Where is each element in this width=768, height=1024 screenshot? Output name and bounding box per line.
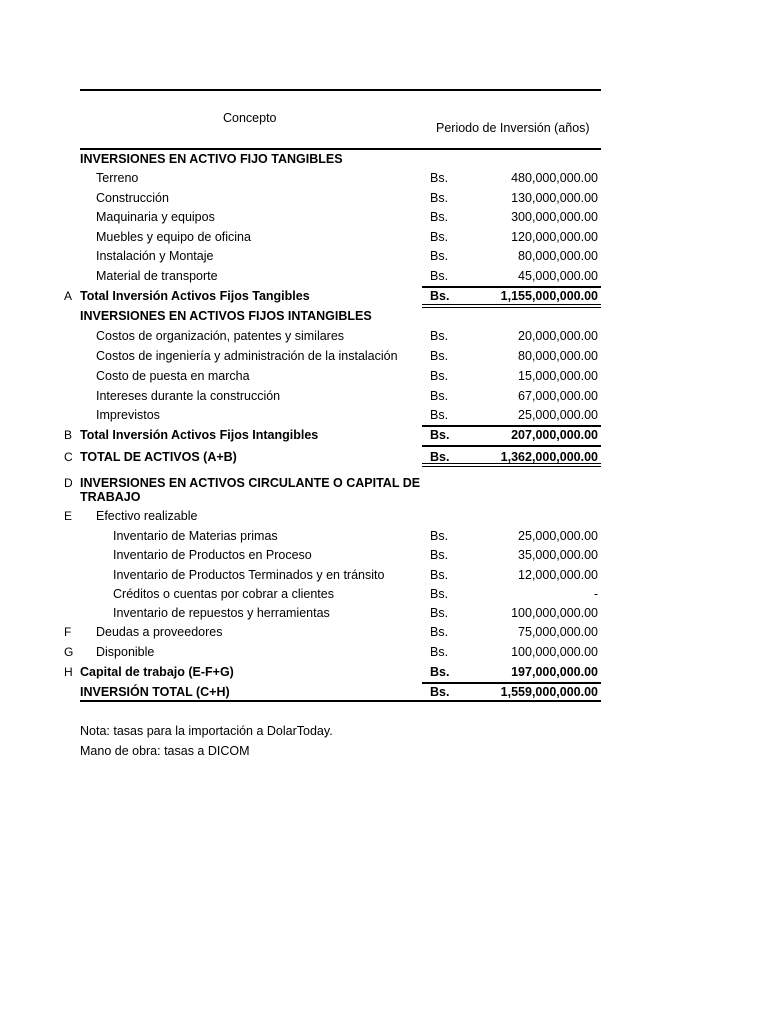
- row-letter: F: [64, 625, 72, 639]
- table-row: [0, 287, 768, 305]
- table-row: [0, 228, 768, 246]
- row-currency: Bs.: [430, 645, 449, 659]
- row-amount: 100,000,000.00: [511, 606, 598, 620]
- header-concepto: Concepto: [223, 111, 277, 125]
- row-currency: Bs.: [430, 369, 449, 383]
- table-row: [0, 247, 768, 265]
- row-label: Inventario de repuestos y herramientas: [113, 606, 330, 620]
- note-line-1: Nota: tasas para la importación a DolarToday.: [80, 724, 333, 738]
- row-label: Instalación y Montaje: [96, 249, 214, 263]
- table-row: [0, 426, 768, 444]
- row-currency: Bs.: [430, 529, 449, 543]
- row-currency: Bs.: [430, 329, 449, 343]
- row-currency: Bs.: [430, 389, 449, 403]
- row-label: TRABAJO: [80, 490, 141, 504]
- row-currency: Bs.: [430, 210, 449, 224]
- row-label: Costos de organización, patentes y similares: [96, 329, 345, 343]
- table-row: [0, 585, 768, 603]
- row-amount: 25,000,000.00: [518, 408, 598, 422]
- subtotal-rule-h: [422, 682, 601, 684]
- row-currency: Bs.: [430, 450, 450, 464]
- row-amount: 197,000,000.00: [511, 665, 598, 679]
- table-row: [0, 150, 768, 168]
- row-label: Total Inversión Activos Fijos Tangibles: [80, 289, 310, 303]
- total-rule-a: [422, 304, 601, 308]
- row-label: TOTAL DE ACTIVOS (A+B): [80, 450, 237, 464]
- row-currency: Bs.: [430, 685, 450, 699]
- table-row: [0, 307, 768, 325]
- row-amount: 1,155,000,000.00: [500, 289, 598, 303]
- row-label: INVERSIÓN TOTAL (C+H): [80, 685, 230, 699]
- row-label: Deudas a proveedores: [96, 625, 223, 639]
- table-row: [0, 604, 768, 622]
- row-currency: Bs.: [430, 349, 449, 363]
- row-currency: Bs.: [430, 665, 450, 679]
- row-amount: 1,559,000,000.00: [500, 685, 598, 699]
- table-row: [0, 623, 768, 641]
- row-label: Imprevistos: [96, 408, 160, 422]
- row-currency: Bs.: [430, 606, 449, 620]
- table-row: [0, 347, 768, 365]
- row-currency: Bs.: [430, 230, 449, 244]
- row-amount: 35,000,000.00: [518, 548, 598, 562]
- row-label: Material de transporte: [96, 269, 218, 283]
- row-letter: C: [64, 450, 73, 464]
- row-letter: D: [64, 476, 73, 490]
- top-rule: [80, 89, 601, 91]
- row-amount: 75,000,000.00: [518, 625, 598, 639]
- table-row: [0, 189, 768, 207]
- row-amount: 480,000,000.00: [511, 171, 598, 185]
- row-label: Capital de trabajo (E-F+G): [80, 665, 234, 679]
- table-row: [0, 448, 768, 466]
- bottom-rule: [80, 700, 601, 702]
- row-label: Maquinaria y equipos: [96, 210, 215, 224]
- subtotal-rule-c: [422, 445, 601, 447]
- table-row: [0, 208, 768, 226]
- row-amount: 120,000,000.00: [511, 230, 598, 244]
- row-label: INVERSIONES EN ACTIVOS CIRCULANTE O CAPITAL DE: [80, 476, 421, 490]
- table-row: [0, 387, 768, 405]
- row-amount: 15,000,000.00: [518, 369, 598, 383]
- table-row: [0, 169, 768, 187]
- row-amount: 100,000,000.00: [511, 645, 598, 659]
- row-label: Intereses durante la construcción: [96, 389, 281, 403]
- row-currency: Bs.: [430, 428, 450, 442]
- note-line-2: Mano de obra: tasas a DICOM: [80, 744, 250, 758]
- table-row: [0, 566, 768, 584]
- row-letter: B: [64, 428, 73, 442]
- table-row: [0, 367, 768, 385]
- row-currency: Bs.: [430, 568, 449, 582]
- row-amount: 80,000,000.00: [518, 349, 598, 363]
- subtotal-rule-b: [422, 425, 601, 427]
- row-letter: G: [64, 645, 74, 659]
- table-row: [0, 488, 768, 506]
- row-label: Disponible: [96, 645, 155, 659]
- row-label: Inventario de Materias primas: [113, 529, 278, 543]
- row-amount: 130,000,000.00: [511, 191, 598, 205]
- row-letter: A: [64, 289, 73, 303]
- row-label: Total Inversión Activos Fijos Intangibles: [80, 428, 319, 442]
- row-label: Efectivo realizable: [96, 509, 198, 523]
- row-currency: Bs.: [430, 171, 449, 185]
- row-amount: 1,362,000,000.00: [500, 450, 598, 464]
- table-row: [0, 267, 768, 285]
- row-label: Terreno: [96, 171, 139, 185]
- row-currency: Bs.: [430, 249, 449, 263]
- row-label: INVERSIONES EN ACTIVOS FIJOS INTANGIBLES: [80, 309, 372, 323]
- row-currency: Bs.: [430, 625, 449, 639]
- total-rule-c: [422, 463, 601, 467]
- row-currency: Bs.: [430, 548, 449, 562]
- table-row: [0, 546, 768, 564]
- row-amount: 300,000,000.00: [511, 210, 598, 224]
- subtotal-rule-a: [422, 286, 601, 288]
- table-row: [0, 643, 768, 661]
- row-amount: 80,000,000.00: [518, 249, 598, 263]
- row-label: Inventario de Productos en Proceso: [113, 548, 312, 562]
- table-row: [0, 683, 768, 701]
- row-label: Costo de puesta en marcha: [96, 369, 250, 383]
- row-amount: 25,000,000.00: [518, 529, 598, 543]
- row-currency: Bs.: [430, 408, 449, 422]
- row-label: Inventario de Productos Terminados y en tránsito: [113, 568, 385, 582]
- row-amount: 45,000,000.00: [518, 269, 598, 283]
- row-label: INVERSIONES EN ACTIVO FIJO TANGIBLES: [80, 152, 343, 166]
- row-currency: Bs.: [430, 269, 449, 283]
- table-row: [0, 663, 768, 681]
- row-currency: Bs.: [430, 289, 450, 303]
- row-amount: 67,000,000.00: [518, 389, 598, 403]
- table-row: [0, 327, 768, 345]
- table-row: [0, 406, 768, 424]
- row-label: Créditos o cuentas por cobrar a clientes: [113, 587, 334, 601]
- row-amount: -: [593, 587, 598, 601]
- row-amount: 12,000,000.00: [518, 568, 598, 582]
- table-row: [0, 507, 768, 525]
- row-label: Costos de ingeniería y administración de la instalación: [96, 349, 398, 363]
- row-amount: 20,000,000.00: [518, 329, 598, 343]
- row-amount: 207,000,000.00: [511, 428, 598, 442]
- row-letter: H: [64, 665, 73, 679]
- row-label: Construcción: [96, 191, 169, 205]
- table-row: [0, 527, 768, 545]
- row-currency: Bs.: [430, 587, 449, 601]
- row-letter: E: [64, 509, 73, 523]
- row-currency: Bs.: [430, 191, 449, 205]
- header-periodo: Periodo de Inversión (años): [436, 121, 590, 135]
- row-label: Muebles y equipo de oficina: [96, 230, 251, 244]
